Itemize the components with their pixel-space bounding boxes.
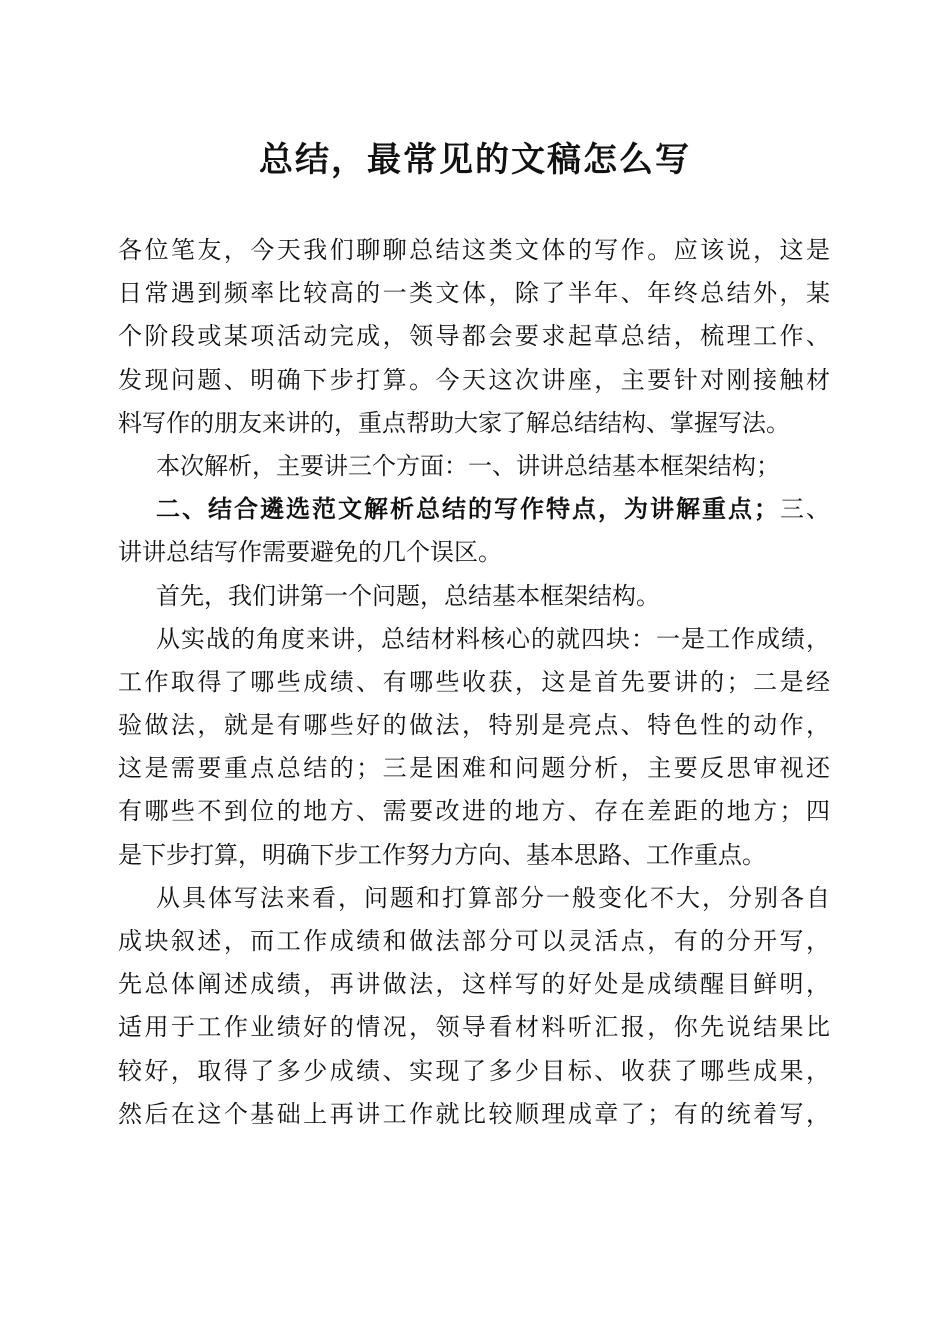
paragraph-line: 从具体写法来看，问题和打算部分一般变化不大，分别各自 xyxy=(156,883,830,912)
bold-highlight-text: 二、结合遴选范文解析总结的写作特点，为讲解重点； xyxy=(156,495,778,524)
paragraph-line: 讲讲总结写作需要避免的几个误区。 xyxy=(118,538,502,567)
document-title: 总结，最常见的文稿怎么写 xyxy=(259,140,691,180)
paragraph-line: 先总体阐述成绩，再讲做法，这样写的好处是成绩醒目鲜明， xyxy=(118,970,830,999)
paragraph-line: 日常遇到频率比较高的一类文体，除了半年、年终总结外，某 xyxy=(118,279,830,308)
paragraph-line: 有哪些不到位的地方、需要改进的地方、存在差距的地方；四 xyxy=(118,797,830,826)
inline-text: 三、 xyxy=(778,495,830,524)
paragraph-line: 是下步打算，明确下步工作努力方向、基本思路、工作重点。 xyxy=(118,840,766,869)
paragraph-line: 成块叙述，而工作成绩和做法部分可以灵活点，有的分开写， xyxy=(118,927,830,955)
paragraph-line: 料写作的朋友来讲的，重点帮助大家了解总结结构、掌握写法。 xyxy=(118,408,790,437)
paragraph-line: 然后在这个基础上再讲工作就比较顺理成章了；有的统着写， xyxy=(118,1099,830,1128)
paragraph-line: 从实战的角度来讲，总结材料核心的就四块：一是工作成绩， xyxy=(156,624,830,653)
paragraph-line: 首先，我们讲第一个问题，总结基本框架结构。 xyxy=(156,581,660,610)
paragraph-line: 本次解析，主要讲三个方面：一、讲讲总结基本框架结构； xyxy=(156,451,780,480)
paragraph-line: 适用于工作业绩好的情况，领导看材料听汇报，你先说结果比 xyxy=(118,1013,830,1042)
paragraph-line: 各位笔友，今天我们聊聊总结这类文体的写作。应该说，这是 xyxy=(118,236,830,264)
document-body xyxy=(118,229,830,1136)
paragraph-line: 工作取得了哪些成绩、有哪些收获，这是首先要讲的；二是经 xyxy=(118,667,830,696)
paragraph-line: 较好，取得了多少成绩、实现了多少目标、收获了哪些成果， xyxy=(118,1056,830,1085)
paragraph-line: 验做法，就是有哪些好的做法，特别是亮点、特色性的动作， xyxy=(118,711,830,740)
paragraph-line: 这是需要重点总结的；三是困难和问题分析，主要反思审视还 xyxy=(118,754,830,783)
paragraph-line: 个阶段或某项活动完成，领导都会要求起草总结，梳理工作、 xyxy=(118,322,830,351)
paragraph-line-mixed xyxy=(118,488,830,531)
paragraph-line: 发现问题、明确下步打算。今天这次讲座，主要针对刚接触材 xyxy=(118,365,830,394)
